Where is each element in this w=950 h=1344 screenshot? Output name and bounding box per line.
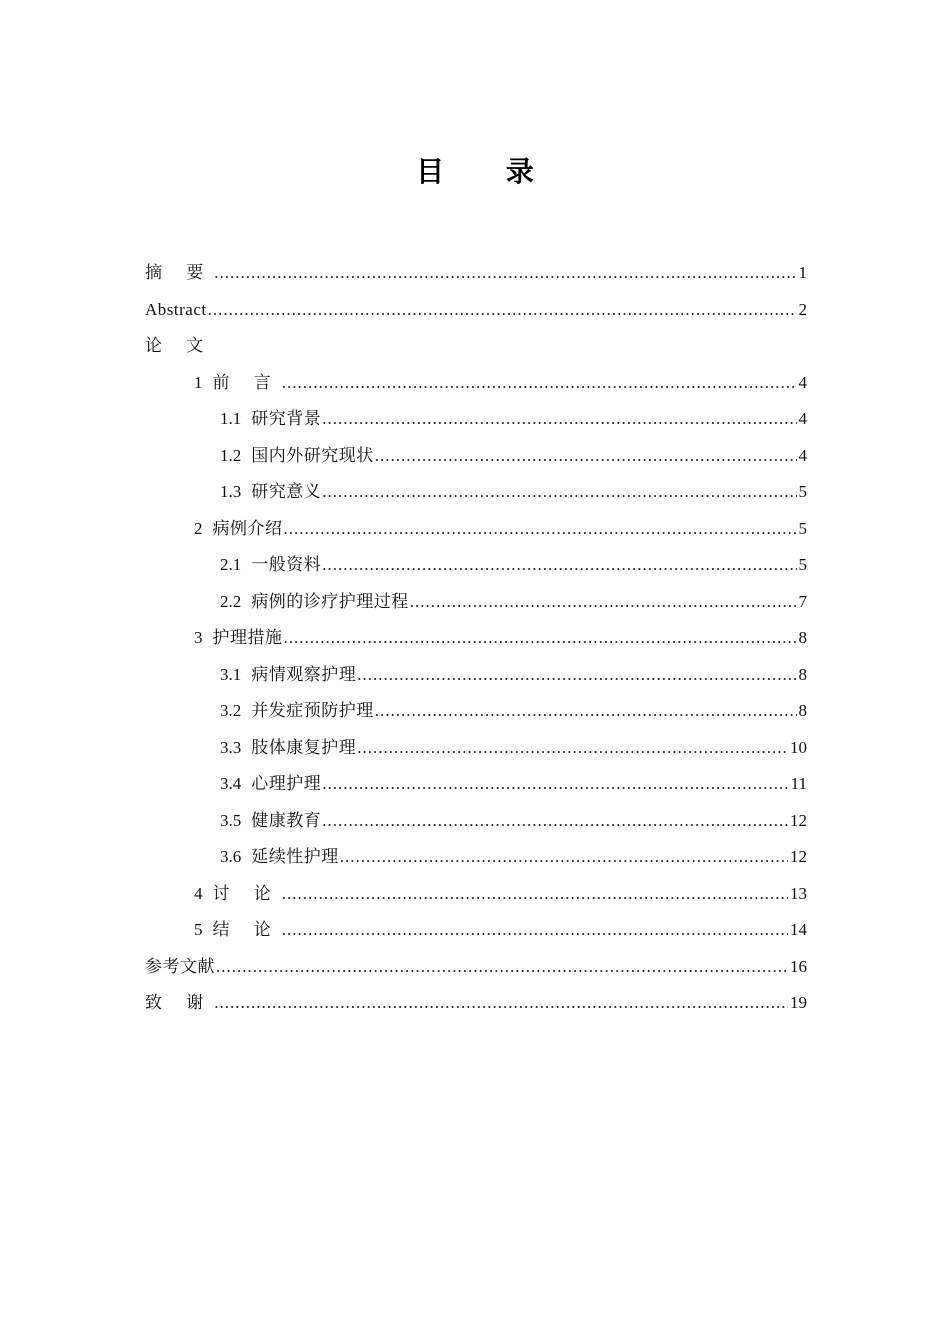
- toc-entry-number: 4: [194, 883, 203, 903]
- toc-entry[interactable]: [145, 985, 807, 1022]
- toc-entry-page-number: 8: [798, 701, 807, 720]
- toc-entry-page-number: 8: [798, 664, 807, 684]
- toc-entry-page-number: 5: [798, 555, 807, 574]
- toc-dot-leader: [282, 365, 797, 402]
- toc-entry[interactable]: [145, 876, 807, 913]
- toc-entry-page-number: 13: [790, 883, 807, 903]
- toc-entry-number: 3.4: [220, 774, 242, 793]
- table-of-contents: [145, 255, 807, 1022]
- toc-entry-page-number: 16: [790, 956, 807, 976]
- toc-entry[interactable]: [145, 365, 807, 402]
- toc-entry-page-number: 12: [790, 810, 807, 830]
- toc-entry[interactable]: [145, 912, 807, 949]
- toc-entry-label: 心理护理: [251, 774, 322, 793]
- toc-dot-leader: [322, 474, 796, 511]
- toc-entry-number: 3.2: [220, 701, 242, 720]
- toc-entry-page-number: 4: [798, 372, 807, 392]
- toc-entry-page-number: 1: [798, 263, 807, 282]
- toc-entry[interactable]: [145, 511, 807, 548]
- toc-dot-leader: [214, 255, 796, 292]
- toc-entry-page-number: 11: [790, 774, 807, 793]
- toc-dot-leader: [322, 547, 796, 584]
- toc-entry-label: 病例介绍: [212, 518, 283, 538]
- toc-entry-label: 参考文献: [145, 956, 215, 976]
- toc-entry-page-number: 4: [798, 445, 807, 465]
- toc-entry-number: 3.1: [220, 664, 242, 684]
- toc-entry-page-number: 7: [798, 591, 807, 611]
- toc-dot-leader: [282, 876, 788, 913]
- toc-entry[interactable]: [145, 328, 807, 365]
- toc-entry-page-number: 5: [798, 482, 807, 501]
- toc-entry-number: 1: [194, 372, 203, 392]
- toc-entry-label: 致 谢: [145, 993, 214, 1012]
- toc-entry[interactable]: [145, 803, 807, 840]
- toc-entry[interactable]: [145, 949, 807, 986]
- toc-entry-page-number: 8: [798, 628, 807, 647]
- toc-entry[interactable]: [145, 401, 807, 438]
- toc-entry-label: 研究背景: [251, 409, 322, 428]
- toc-entry-number: 1.3: [220, 482, 242, 501]
- toc-entry-label: 一般资料: [251, 555, 322, 574]
- toc-entry-label: 延续性护理: [251, 847, 339, 866]
- toc-entry[interactable]: [145, 657, 807, 694]
- toc-dot-leader: [375, 438, 797, 475]
- toc-dot-leader: [322, 803, 788, 840]
- toc-entry-label: 国内外研究现状: [251, 445, 374, 465]
- toc-dot-leader: [282, 912, 788, 949]
- toc-entry-number: 1.1: [220, 409, 242, 428]
- toc-entry-number: 3.6: [220, 847, 242, 866]
- toc-entry-label: Abstract: [145, 299, 207, 319]
- toc-entry-label: 护理措施: [212, 628, 283, 647]
- toc-dot-leader: [214, 985, 788, 1022]
- toc-entry-page-number: 10: [790, 737, 807, 757]
- toc-entry-label: 病情观察护理: [251, 664, 357, 684]
- toc-entry-label: 前 言: [212, 372, 281, 392]
- toc-dot-leader: [322, 401, 796, 438]
- toc-entry-number: 3.3: [220, 737, 242, 757]
- toc-dot-leader: [340, 839, 788, 876]
- toc-entry-label: 论 文: [145, 336, 214, 355]
- toc-entry[interactable]: [145, 620, 807, 657]
- toc-entry-label: 健康教育: [251, 810, 322, 830]
- toc-entry-number: 5: [194, 920, 203, 939]
- toc-dot-leader: [284, 620, 797, 657]
- toc-entry[interactable]: [145, 730, 807, 767]
- toc-entry[interactable]: [145, 693, 807, 730]
- toc-entry[interactable]: [145, 766, 807, 803]
- toc-entry-page-number: 12: [790, 847, 807, 866]
- toc-entry-label: 并发症预防护理: [251, 701, 374, 720]
- toc-entry-label: 摘 要: [145, 263, 214, 282]
- toc-entry-label: 肢体康复护理: [251, 737, 357, 757]
- toc-entry-number: 2.1: [220, 555, 242, 574]
- toc-entry[interactable]: [145, 474, 807, 511]
- toc-entry-number: 3: [194, 628, 203, 647]
- toc-entry[interactable]: [145, 292, 807, 329]
- toc-entry[interactable]: [145, 839, 807, 876]
- toc-entry-label: 结 论: [212, 920, 281, 939]
- toc-entry[interactable]: [145, 547, 807, 584]
- toc-dot-leader: [375, 693, 797, 730]
- page-title: 目 录: [416, 155, 560, 188]
- toc-entry-label: 讨 论: [212, 883, 281, 903]
- toc-dot-leader: [357, 657, 796, 694]
- toc-dot-leader: [357, 730, 788, 767]
- toc-entry[interactable]: [145, 255, 807, 292]
- toc-dot-leader: [216, 949, 788, 986]
- toc-entry[interactable]: [145, 584, 807, 621]
- toc-entry-page-number: 5: [798, 518, 807, 538]
- toc-entry-page-number: 19: [790, 993, 807, 1012]
- toc-dot-leader: [208, 292, 797, 329]
- toc-entry-number: 3.5: [220, 810, 242, 830]
- toc-dot-leader: [322, 766, 788, 803]
- toc-entry-number: 1.2: [220, 445, 242, 465]
- toc-entry[interactable]: [145, 438, 807, 475]
- toc-entry-page-number: 14: [790, 920, 807, 939]
- toc-entry-page-number: 2: [798, 299, 807, 319]
- toc-entry-number: 2: [194, 518, 203, 538]
- toc-entry-number: 2.2: [220, 591, 242, 611]
- toc-dot-leader: [410, 584, 797, 621]
- toc-entry-label: 研究意义: [251, 482, 322, 501]
- toc-entry-label: 病例的诊疗护理过程: [251, 591, 409, 611]
- toc-entry-page-number: 4: [798, 409, 807, 428]
- toc-dot-leader: [284, 511, 797, 548]
